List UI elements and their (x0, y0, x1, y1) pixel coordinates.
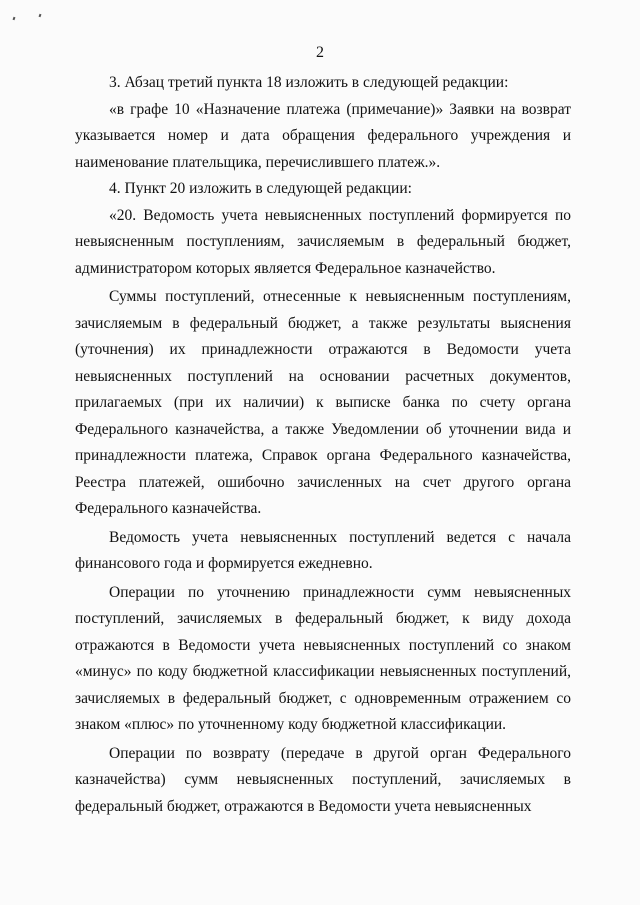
paragraph: «в графе 10 «Назначение платежа (примечание)» Заявки на возврат указывается номер и дата обращения федерального учреждения и наименование плательщика, перечислившего платеж.». (75, 100, 571, 171)
paragraph: Ведомость учета невыясненных поступлений ведется с начала финансового года и формируется ежедневно. (75, 528, 571, 572)
paragraph: «20. Ведомость учета невыясненных поступлений формируется по невыясненным поступлениям, зачисляемым в федеральный бюджет, администратором которых является Федеральное казначейство. (75, 206, 571, 277)
document-body (75, 70, 571, 820)
paragraph: Операции по уточнению принадлежности сумм невыясненных поступлений, зачисляемых в федеральный бюджет, к виду дохода отражаются в Ведомости учета невыясненных поступлений со знаком «минус» по коду бюджетной классификации невыясненных поступлений, зачисляемых в федеральный бюджет, с одновременным отражением со знаком «плюс» по уточненному коду бюджетной классификации. (75, 583, 571, 733)
page-number: 2 (316, 44, 324, 61)
paragraph: Суммы поступлений, отнесенные к невыясненным поступлениям, зачисляемым в федеральный бюджет, а также результаты выяснения (уточнения) их принадлежности отражаются в Ведомости учета невыясненных поступлений на основании расчетных документов, прилагаемых (при их наличии) к выписке банка по счету органа Федерального казначейства, а также Уведомлении об уточнении вида и принадлежности платежа, Справок органа Федерального казначейства, Реестра платежей, ошибочно зачисленных на счет другого органа Федерального казначейства. (75, 288, 571, 517)
scan-speck (39, 14, 42, 18)
paragraph: Операции по возврату (передаче в другой орган Федерального казначейства) сумм невыясненных поступлений, зачисляемых в федеральный бюджет, отражаются в Ведомости учета невыясненных (75, 744, 571, 815)
paragraph: 4. Пункт 20 изложить в следующей редакции: (109, 180, 412, 197)
scan-speck (13, 17, 16, 21)
paragraph: 3. Абзац третий пункта 18 изложить в следующей редакции: (109, 74, 509, 91)
